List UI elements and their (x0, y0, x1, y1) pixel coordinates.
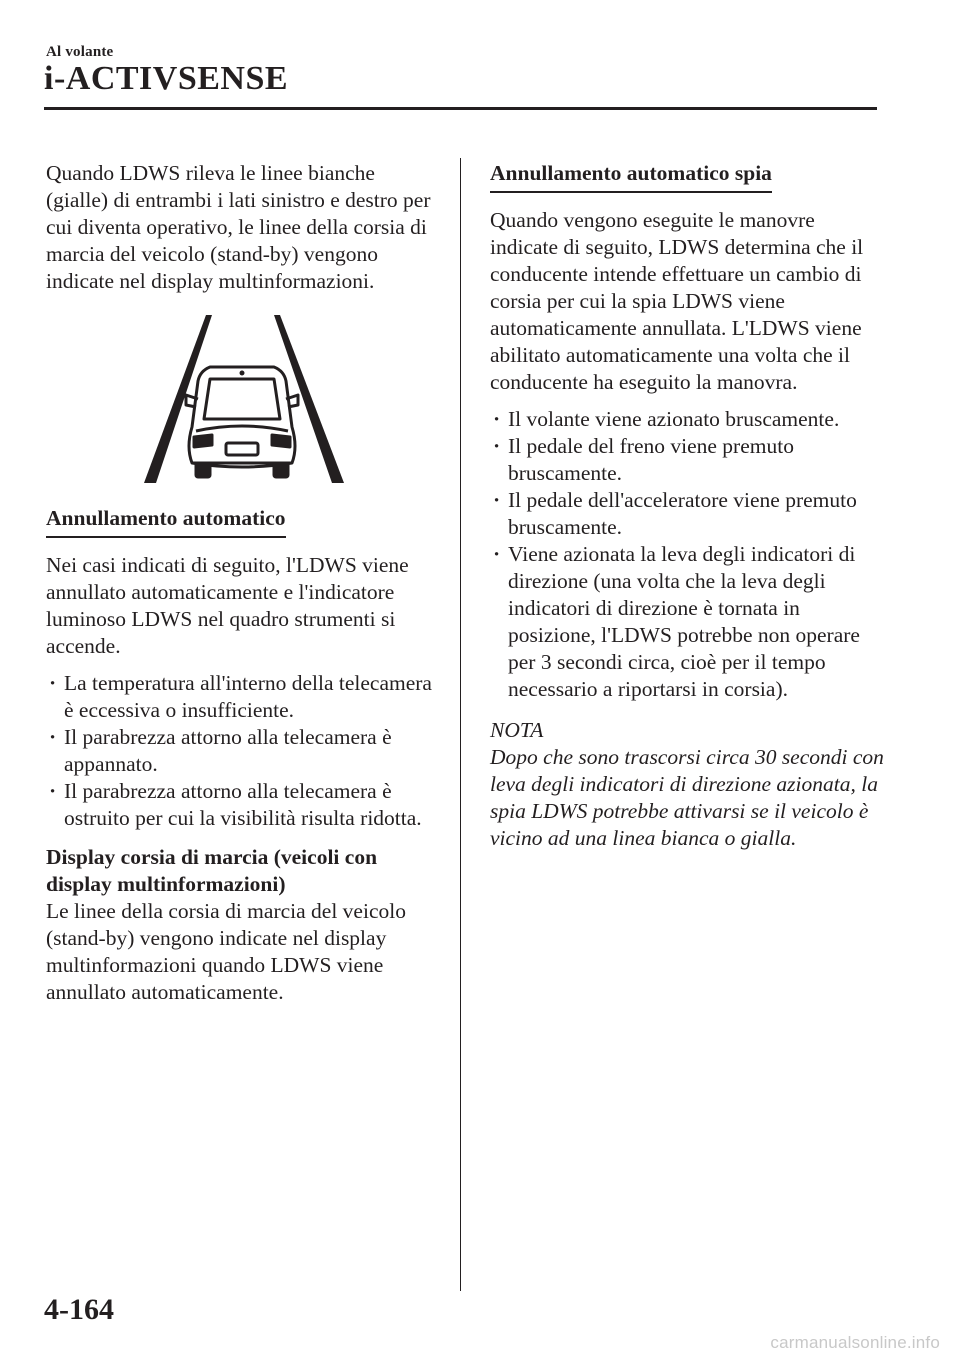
page-number: 4-164 (44, 1293, 114, 1326)
list-item: · Il pedale del freno viene premuto bruscamente. (490, 433, 884, 487)
list-item: · Il parabrezza attorno alla telecamera è ostruito per cui la visibilità risulta ridotta. (46, 778, 440, 832)
lane-display-body: Le linee della corsia di marcia del veicolo (stand-by) vengono indicate nel display multinformazioni quando LDWS viene annullato automaticamente. (46, 899, 406, 1004)
list-item: · Viene azionata la leva degli indicatori di direzione (una volta che la leva degli indicatori di direzione è tornata in posizione, l'LDWS potrebbe non operare per 3 secondi circa, cioè per il tempo necessario a riportarsi in corsia). (490, 541, 884, 703)
list-item: · Il volante viene azionato bruscamente. (490, 406, 884, 433)
section-kicker: Al volante (46, 44, 114, 60)
car-rear-icon (186, 367, 298, 477)
intro-paragraph: Quando LDWS rileva le linee bianche (gialle) di entrambi i lati sinistro e destro per cui diventa operativo, le linee della corsia di marcia del veicolo (stand-by) vengono indicate nel display multinformazioni. (46, 161, 431, 293)
warning-cancel-heading: Annullamento automatico spia (490, 160, 772, 193)
note-label: NOTA (490, 718, 544, 742)
list-item: · Il parabrezza attorno alla telecamera è appannato. (46, 724, 440, 778)
header-rule (44, 107, 877, 110)
warning-cancel-body: Quando vengono eseguite le manovre indicate di seguito, LDWS determina che il conducente intende effettuare un cambio di corsia per cui la spia LDWS viene automaticamente annullata. L'LDWS viene abilitato automaticamente una volta che il conducente ha eseguito la manovra. (490, 208, 864, 394)
lane-display-heading: Display corsia di marcia (veicoli con display multinformazioni) (46, 845, 378, 896)
lane-car-illustration (46, 307, 440, 487)
watermark: carmanualsonline.info (770, 1333, 940, 1352)
page-title: i-ACTIVSENSE (44, 60, 289, 97)
right-column (490, 160, 884, 852)
list-item: · Il pedale dell'acceleratore viene premuto bruscamente. (490, 487, 884, 541)
left-column (46, 160, 440, 1006)
column-divider (460, 158, 461, 1291)
warning-cancel-list (490, 406, 884, 703)
note-text: Dopo che sono trascorsi circa 30 secondi con leva degli indicatori di direzione azionata, la spia LDWS potrebbe attivarsi se il veicolo è vicino ad una linea bianca o gialla. (490, 745, 884, 850)
list-item: · La temperatura all'interno della telecamera è eccessiva o insufficiente. (46, 670, 440, 724)
auto-cancel-list (46, 670, 440, 832)
auto-cancel-body: Nei casi indicati di seguito, l'LDWS viene annullato automaticamente e l'indicatore luminoso LDWS nel quadro strumenti si accende. (46, 553, 409, 658)
auto-cancel-heading: Annullamento automatico (46, 505, 286, 538)
